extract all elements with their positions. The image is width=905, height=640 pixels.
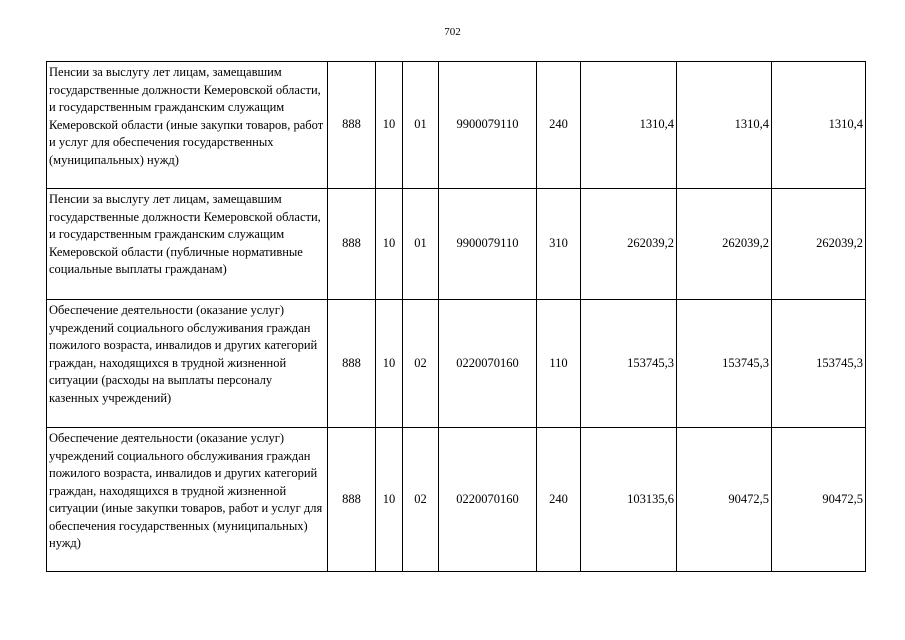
table-row <box>47 300 866 428</box>
row-description: Обеспечение деятельности (оказание услуг) учреждений социального обслуживания граждан пожилого возраста, инвалидов и других категорий граждан, находящихся в трудной жизненной ситуации (иные закупки товаров, работ и услуг для обеспечения государственных (муниципальных) нужд) <box>47 428 328 572</box>
sum-year-1: 103135,6 <box>581 428 677 572</box>
expense-type-code: 110 <box>537 300 581 428</box>
row-description: Пенсии за выслугу лет лицам, замещавшим государственные должности Кемеровской области, и государственным гражданским служащим Кемеровской области (публичные нормативные социальные выплаты гражданам) <box>47 189 328 300</box>
expense-type-code: 240 <box>537 428 581 572</box>
ministry-code: 888 <box>328 189 376 300</box>
target-article-code: 9900079110 <box>439 62 537 189</box>
page-number: 702 <box>444 26 461 38</box>
section-code: 10 <box>376 300 403 428</box>
row-description: Пенсии за выслугу лет лицам, замещавшим государственные должности Кемеровской области, и государственным гражданским служащим Кемеровской области (иные закупки товаров, работ и услуг для обеспечения государственных (муниципальных) нужд) <box>47 62 328 189</box>
table-row <box>47 62 866 189</box>
ministry-code: 888 <box>328 300 376 428</box>
expense-type-code: 240 <box>537 62 581 189</box>
section-code: 10 <box>376 428 403 572</box>
subsection-code: 02 <box>403 428 439 572</box>
sum-year-1: 262039,2 <box>581 189 677 300</box>
ministry-code: 888 <box>328 428 376 572</box>
sum-year-3: 1310,4 <box>772 62 866 189</box>
sum-year-2: 90472,5 <box>677 428 772 572</box>
sum-year-2: 1310,4 <box>677 62 772 189</box>
subsection-code: 01 <box>403 62 439 189</box>
sum-year-2: 262039,2 <box>677 189 772 300</box>
subsection-code: 02 <box>403 300 439 428</box>
sum-year-3: 262039,2 <box>772 189 866 300</box>
sum-year-3: 90472,5 <box>772 428 866 572</box>
table-row <box>47 428 866 572</box>
ministry-code: 888 <box>328 62 376 189</box>
expense-type-code: 310 <box>537 189 581 300</box>
target-article-code: 0220070160 <box>439 428 537 572</box>
sum-year-1: 1310,4 <box>581 62 677 189</box>
target-article-code: 9900079110 <box>439 189 537 300</box>
section-code: 10 <box>376 62 403 189</box>
subsection-code: 01 <box>403 189 439 300</box>
sum-year-3: 153745,3 <box>772 300 866 428</box>
row-description: Обеспечение деятельности (оказание услуг) учреждений социального обслуживания граждан пожилого возраста, инвалидов и других категорий граждан, находящихся в трудной жизненной ситуации (расходы на выплаты персоналу казенных учреждений) <box>47 300 328 428</box>
sum-year-1: 153745,3 <box>581 300 677 428</box>
target-article-code: 0220070160 <box>439 300 537 428</box>
table-row <box>47 189 866 300</box>
section-code: 10 <box>376 189 403 300</box>
budget-table <box>46 61 866 572</box>
sum-year-2: 153745,3 <box>677 300 772 428</box>
